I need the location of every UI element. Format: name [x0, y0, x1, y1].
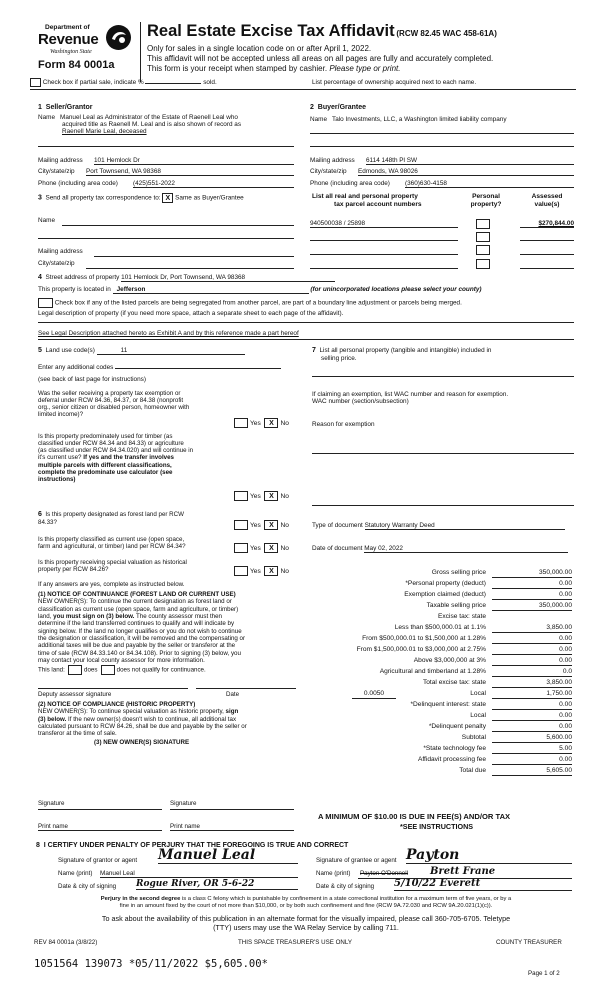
sec4-segregated-label: Check box if any of the listed parcels are being segregated from another parcel, are part of a boundary line adjustment or parcels being merged. [54, 299, 462, 307]
no-label: No [280, 567, 289, 575]
fee-row [300, 602, 572, 612]
fee-label: *State technology fee [423, 745, 486, 752]
parcel-personal-checkbox-2[interactable] [476, 232, 490, 242]
buyer-city[interactable]: Edmonds, WA 98026 [358, 168, 574, 176]
no-label: No [280, 419, 289, 427]
sec6-compliance [38, 701, 300, 746]
buyer-mail-label: Mailing address [310, 157, 355, 164]
sec6-comp-l1b: sign [225, 708, 239, 716]
sec6-does-not-checkbox[interactable] [101, 665, 115, 675]
fee-label: Total excise tax: state [422, 679, 486, 686]
sec6-q2-no-checkbox[interactable]: X [264, 543, 278, 553]
sec6-q2-l2: farm and agricultural, or timber) land per RCW 84.34? [38, 543, 186, 551]
fee-value[interactable]: 3,850.00 [492, 679, 572, 688]
buyer-city-label: City/state/zip [310, 168, 347, 175]
sec4-unincorp-note: (for unincorporated locations please select your county) [310, 286, 482, 293]
buyer-name: Talo Investments, LLC, a Washington limited liability company [332, 116, 507, 123]
sec5-q2-bold2: multiple parcels with different classifications, [38, 461, 172, 469]
sec3-mail-label: Mailing address [38, 248, 83, 255]
sec4-located-label: This property is located in [38, 286, 111, 293]
parcel-personal-checkbox-1[interactable] [476, 219, 490, 229]
sec6-cont-l4: determine if the land transferred continues to qualify and will indicate by [38, 620, 235, 628]
fee-row [300, 580, 572, 590]
fee-row [300, 591, 572, 601]
footer-treasurer-only: THIS SPACE TREASURER'S USE ONLY [238, 939, 352, 946]
fee-value[interactable]: 5.00 [492, 745, 572, 754]
sec6-this-land-row [38, 665, 206, 675]
sec3-row: 3 Send all property tax correspondence to: X Same as Buyer/Grantee [38, 194, 244, 202]
sec5-see-back: (see back of last page for instructions) [38, 376, 146, 383]
sec5-q2-l3: (as classified under RCW 84.34.020) and will continue in [38, 447, 194, 455]
fee-row [300, 690, 572, 700]
partial-sale-sold: sold. [203, 79, 217, 86]
sec7-text-l2: selling price. [321, 355, 357, 363]
sec7-exempt [312, 391, 574, 406]
fee-label: Gross selling price [431, 569, 486, 576]
buyer-phone[interactable]: (360)630-4158 [405, 180, 574, 188]
sec8-date-city-label: Date & city of signing [58, 883, 117, 890]
sec6-q1-no-checkbox[interactable]: X [264, 520, 278, 530]
seller-phone-label: Phone (including area code) [38, 180, 118, 187]
sec6-deputy-label: Deputy assessor signature [38, 691, 112, 698]
sec6-cont-l8: time of sale (RCW 84.33.140 or 84.34.108). Prior to signing (3) below, you [38, 649, 241, 657]
sec7-doc-type-label: Type of document [312, 522, 363, 529]
sec6-does-not-label: does not qualify for continuance. [116, 666, 206, 674]
sec6-q3 [38, 559, 234, 573]
sec3-same-label: Same as Buyer/Grantee [175, 194, 244, 202]
sec6-date-label: Date [226, 691, 240, 698]
sec5-q2-l2: classified under RCW 84.34 and 84.33) or agriculture [38, 440, 184, 448]
header-line-3 [147, 64, 400, 73]
yes-label: Yes [250, 544, 261, 552]
fee-row [300, 745, 572, 755]
footer-rev: REV 84 0001a (3/8/22) [34, 939, 98, 946]
parcels-h1: List all real and personal property [312, 193, 418, 200]
revenue-wordmark: Revenue [38, 31, 99, 48]
fee-row [300, 569, 572, 579]
sec6-q1-l1: Is this property designated as forest land per RCW [45, 511, 184, 518]
fee-row [300, 624, 572, 634]
sec4-street-label: Street address of property [45, 274, 120, 281]
seller-name-l3: Raenell Marie Leal, deceased [62, 128, 147, 135]
footer-county-treasurer: COUNTY TREASURER [496, 939, 562, 946]
sec6-comp-l3: calculated pursuant to RCW 84.26, shall be due and payable by the seller or [38, 722, 247, 730]
buyer-name-label: Name [310, 116, 328, 123]
sec5-q2-bold4: instructions) [38, 475, 76, 483]
sec3-text: Send all property tax correspondence to: [45, 194, 161, 202]
sec6-q3-yes-no [234, 566, 289, 576]
sec6-cont-l3b: you must sign on (3) below. [53, 612, 135, 620]
sec6-q3-yes-checkbox[interactable] [234, 566, 248, 576]
sec5-enter-any-label: Enter any additional codes [38, 364, 114, 371]
fee-label: Local [470, 690, 486, 697]
fee-label: Total due [459, 767, 486, 774]
parcels-h1b: tax parcel account numbers [334, 200, 422, 208]
header-line-1: Only for sales in a single location code on or after April 1, 2022. [147, 44, 372, 53]
sec5-q2-l4: it's current use? [38, 454, 82, 462]
fee-value[interactable]: 1,750.00 [492, 690, 572, 699]
parcels-header-2 [466, 193, 506, 208]
fee-label: Affidavit processing fee [417, 756, 486, 763]
seller-mail[interactable]: 101 Hemlock Dr [94, 157, 294, 165]
sec5-q1-l2: deferral under RCW 84.36, 84.37, or 84.38 (nonprofit [38, 397, 184, 405]
sec6-cont-title: (1) NOTICE OF CONTINUANCE (FOREST LAND OR CURRENT USE) [38, 591, 236, 598]
sec5-q2-l1: Is this property predominately used for timber (as [38, 433, 173, 440]
sec6-comp-l2a: (3) below. [38, 715, 67, 723]
buyer-phone-label: Phone (including area code) [310, 180, 390, 187]
sec5-additional-codes-field[interactable] [115, 362, 281, 369]
yes-label: Yes [250, 419, 261, 427]
sec5-q2-bold3: complete the predominate use calculator (see [38, 468, 173, 476]
fee-value[interactable]: 0.00 [492, 657, 572, 666]
sec3-city-label: City/state/zip [38, 260, 75, 267]
dept-line: Department of [45, 24, 90, 31]
sec5-q1-l4: limited income)? [38, 411, 84, 419]
alt-l1: To ask about the availability of this publication in an alternate format for the visually impaired, please call 360-705-6705. Teletype [101, 914, 511, 923]
fee-value[interactable]: 0.00 [492, 701, 572, 710]
sec8-name-print-g-struck: Payton O'Donnell [360, 870, 408, 877]
list-pct-note: List percentage of ownership acquired next to each name. [312, 79, 477, 86]
fee-label: *Delinquent penalty [428, 723, 486, 730]
receipt-stamp: 1051564 139073 *05/11/2022 $5,605.00* [34, 958, 268, 970]
sec5-q2-bold1: If yes and the transfer involves [83, 454, 175, 462]
header-line-3-italic: Please type or print. [329, 64, 401, 73]
partial-sale-label: Check box if partial sale, indicate % [42, 79, 144, 86]
sec5-q1-l1: Was the seller receiving a property tax exemption or [38, 390, 181, 397]
fee-value[interactable]: 5,600.00 [492, 734, 572, 743]
sec5-enter-any [38, 362, 281, 371]
sec6-cont-l3a: land, [38, 612, 52, 620]
sec6-cont-l7: additional taxes will be due and payable by the seller or transferor at the [38, 642, 236, 650]
seller-heading-text: Seller/Grantor [45, 104, 93, 111]
seller-mail-label: Mailing address [38, 157, 83, 164]
sec6-cont-l9: may contact your local county assessor for more information. [38, 656, 205, 664]
fee-row [300, 734, 572, 744]
sec4-legal-desc: See Legal Description attached hereto as Exhibit A and by this reference made a part hereof [38, 330, 299, 337]
fee-row [300, 723, 572, 733]
partial-sale-row [30, 77, 217, 87]
fee-row [300, 668, 572, 678]
sec6-comp-title: (2) NOTICE OF COMPLIANCE (HISTORIC PROPERTY) [38, 701, 196, 708]
sec7-doc-date-label: Date of document [312, 545, 363, 552]
fee-row [300, 613, 572, 623]
yes-label: Yes [250, 567, 261, 575]
sec8-date-city-g-label: Date & city of signing [316, 883, 375, 890]
fee-row [300, 657, 572, 667]
buyer-heading-text: Buyer/Grantee [317, 104, 367, 111]
sec7-exempt-l1: If claiming an exemption, list WAC number and reason for exemption. [312, 391, 509, 398]
sec6-cont-l1: NEW OWNER(S): To continue the current designation as forest land or [38, 598, 232, 606]
form-title: Real Estate Excise Tax Affidavit [147, 22, 395, 40]
sec6-q3-l2: property per RCW 84.26? [38, 566, 109, 574]
parcels-h2b: property? [470, 200, 502, 208]
parcels-h3b: value(s) [534, 200, 560, 208]
sec3-name-label: Name [38, 217, 56, 224]
fee-row [300, 767, 572, 777]
perjury-bold: Perjury in the second degree [100, 896, 181, 902]
sec5-q1-l3: org., senior citizen or disabled person, homeowner with [38, 404, 190, 412]
partial-sale-checkbox[interactable] [30, 78, 41, 87]
sec8-date-city[interactable]: Rogue River, OR 5-6-22 [136, 879, 298, 890]
sec6-q1: 6 Is this property designated as forest land per RCW 84.33? [38, 511, 234, 526]
fee-label: From $500,000.01 to $1,500,000 at 1.28% [362, 635, 486, 642]
seller-heading: 1 Seller/Grantor [38, 104, 93, 111]
sec6-cont-l2: classification as current use (open space, farm and agriculture, or timber) [38, 605, 239, 613]
sec6-q2 [38, 536, 234, 550]
parcel-personal-checkbox-4[interactable] [476, 259, 490, 269]
dor-logo [30, 24, 134, 70]
sec8-certify: 8 I CERTIFY UNDER PENALTY OF PERJURY THAT THE FOREGOING IS TRUE AND CORRECT [36, 842, 349, 849]
sec8-sig-grantor[interactable]: Manuel Leal [158, 848, 298, 864]
footer-alt [34, 914, 578, 932]
fee-label: Above $3,000,000 at 3% [413, 657, 486, 664]
sec5-land-use-code[interactable]: 11 [97, 347, 245, 355]
perjury-l1: is a class C felony which is punishable by confinement in a state correctional institution for a maximum term of five years, or by a [181, 896, 512, 902]
parcels-h3: Assessed [531, 193, 563, 200]
yes-label: Yes [250, 492, 261, 500]
seller-phone[interactable]: (425)551-2022 [133, 180, 294, 188]
sec4-segregated-row [38, 298, 462, 308]
sec6-q1-yes-checkbox[interactable] [234, 520, 248, 530]
sec5-q2-yes-checkbox[interactable] [234, 491, 248, 501]
parcels-header-1 [312, 193, 422, 208]
min-fee-note: A MINIMUM OF $10.00 IS DUE IN FEE(S) AND/OR TAX [318, 812, 511, 821]
alt-l2: (TTY) users may use the WA Relay Service by calling 711. [213, 923, 399, 932]
sec6-comp-l4: transferor at the time of sale. [38, 730, 117, 738]
sec6-cont-l3c: The county assessor must then [136, 612, 222, 620]
fee-row [300, 679, 572, 689]
sec4-located-row [38, 286, 482, 294]
fee-label: *Delinquent interest: state [410, 701, 486, 708]
sec5-land-use-row: 5 Land use code(s) 11 [38, 347, 245, 355]
sec7-reason-label: Reason for exemption [312, 421, 375, 428]
local-rate[interactable]: 0.0050 [352, 690, 396, 699]
sec6-q3-l1: Is this property receiving special valuation as historical [38, 559, 187, 566]
fee-label: From $1,500,000.01 to $3,000,000 at 2.75% [356, 646, 486, 653]
buyer-mail[interactable]: 6114 148th Pl SW [366, 157, 574, 165]
form-title-block [147, 22, 577, 41]
buyer-heading: 2 Buyer/Grantee [310, 104, 367, 111]
sec4-street-row: 4 Street address of property 101 Hemlock Dr, Port Townsend, WA 98368 [38, 274, 335, 282]
sec8-date-city-g[interactable]: 5/10/22 Everett [394, 878, 572, 891]
fee-label: Exemption claimed (deduct) [404, 591, 486, 598]
fee-row [300, 756, 572, 766]
sec7-doc-type-row [312, 522, 565, 530]
sec4-legal-label: Legal description of property (if you need more space, attach a separate sheet to each page of the affidavit). [38, 310, 344, 317]
fee-row [300, 712, 572, 722]
footer-perjury [34, 896, 578, 910]
sec6-this-land-label: This land: [38, 666, 65, 674]
sec8-sig-grantor-label: Signature of grantor or agent [58, 857, 138, 864]
perjury-l2: fine in an amount fixed by the court of not more than $10,000, or by both such confinement and fine (RCW 9A.72.030 and RCW 9A.20.021(1)(c)). [119, 902, 493, 909]
sec7-text: 7 List all personal property (tangible and intangible) included in selling price. [312, 347, 574, 362]
sec7-doc-type[interactable]: Statutory Warranty Deed [365, 522, 565, 530]
no-label: No [280, 521, 289, 529]
partial-sale-pct-field[interactable] [145, 77, 201, 84]
sec6-cont-l5: signing below. If the land no longer qualifies or you do not wish to continue [38, 627, 242, 635]
sec5-land-use-label: Land use code(s) [45, 347, 95, 354]
fee-label: Excise tax: state [437, 613, 486, 620]
fee-value[interactable]: 350,000.00 [492, 569, 572, 578]
fee-value[interactable]: 0.00 [492, 646, 572, 655]
sec5-q1-yes-checkbox[interactable] [234, 418, 248, 428]
sec6-q2-yes-no [234, 543, 289, 553]
form-title-ref: (RCW 82.45 WAC 458-61A) [396, 29, 497, 38]
fee-label: Local [470, 712, 486, 719]
sec4-street[interactable]: 101 Hemlock Dr, Port Townsend, WA 98368 [121, 274, 335, 282]
fee-value[interactable]: 0.00 [492, 712, 572, 721]
see-instructions: *SEE INSTRUCTIONS [400, 822, 474, 831]
sec7-doc-date[interactable]: May 02, 2022 [364, 545, 568, 553]
fee-value[interactable]: 3,850.00 [492, 624, 572, 633]
sec6-comp-l1a: NEW OWNER(S): To continue special valuation as historic property, [38, 708, 224, 716]
form-number: Form 84 0001a [38, 59, 115, 71]
sec8-name-print[interactable]: Manuel Leal [100, 870, 298, 878]
header-line-3-text: This form is your receipt when stamped by cashier. [147, 64, 328, 73]
sec7-text-l1: List all personal property (tangible and intangible) included in [319, 347, 492, 354]
seller-name-l1: Manuel Leal as Administrator of the Estate of Raenell Leal who [60, 114, 238, 121]
seller-name-l2: acquired title as Raenell M. Leal and is also shown of record as [62, 121, 242, 128]
fee-label: Taxable selling price [426, 602, 486, 609]
parcel-personal-checkbox-3[interactable] [476, 245, 490, 255]
fee-value[interactable]: 0.00 [492, 635, 572, 644]
parcels-header-3 [520, 193, 574, 208]
fee-value[interactable]: 0.00 [492, 580, 572, 589]
logo-emblem-icon [106, 25, 131, 50]
no-label: No [280, 492, 289, 500]
sec6-if-any: If any answers are yes, complete as instructed below. [38, 581, 185, 588]
sec5-q2-yes-no [234, 491, 289, 501]
sec5-q1-yes-no [234, 418, 289, 428]
fee-value[interactable]: 0.00 [492, 723, 572, 732]
fee-label: Agricultural and timberland at 1.28% [379, 668, 486, 675]
parcels-h2: Personal [472, 193, 500, 200]
parcel-number[interactable]: 940500038 / 25898 [310, 220, 458, 228]
sec8-name-print-g[interactable]: Brett Frane [430, 866, 496, 877]
fee-row [300, 646, 572, 656]
fee-value[interactable]: 0.00 [492, 591, 572, 600]
sec5-q2 [38, 433, 234, 483]
sec6-cont-l6: the designation or classification, it will be removed and the compensating or [38, 634, 246, 642]
fee-row [300, 635, 572, 645]
sec6-signature-label-2: Signature [170, 800, 197, 807]
parcel-assessed-value[interactable]: $270,844.00 [520, 220, 574, 228]
fee-value[interactable]: 0.0 [492, 668, 572, 677]
sec5-q1 [38, 390, 234, 419]
sec8-name-print-label: Name (print) [58, 870, 93, 877]
sec6-owner-sig: (3) NEW OWNER(S) SIGNATURE [94, 738, 190, 746]
fee-value[interactable]: 5,605.00 [492, 767, 572, 776]
seller-city[interactable]: Port Townsend, WA 98368 [86, 168, 294, 176]
page-number: Page 1 of 2 [528, 970, 560, 977]
fee-label: Subtotal [461, 734, 486, 741]
sec8-certify-text: I CERTIFY UNDER PENALTY OF PERJURY THAT THE FOREGOING IS TRUE AND CORRECT [43, 842, 349, 849]
sec6-q1-yes-no [234, 520, 289, 530]
sec6-comp-l2b: If the new owner(s) doesn't wish to continue, all additional tax [68, 715, 237, 723]
sec6-print-name-label-2: Print name [170, 823, 200, 830]
fee-label: *Personal property (deduct) [405, 580, 486, 587]
state-line: Washington State [50, 49, 92, 55]
sec6-does-checkbox[interactable] [68, 665, 82, 675]
sec6-q1-l2: 84.33? [38, 519, 57, 527]
sec6-signature-label-1: Signature [38, 800, 65, 807]
sec7-exempt-l2: WAC number (section/subsection) [312, 398, 409, 406]
sec7-doc-date-row [312, 545, 568, 553]
sec5-q1-no-checkbox[interactable]: X [264, 418, 278, 428]
sec6-q2-l1: Is this property classified as current use (open space, [38, 536, 185, 543]
sec6-print-name-label-1: Print name [38, 823, 68, 830]
sec8-sig-grantee[interactable]: Payton [406, 848, 572, 864]
sec4-segregated-checkbox[interactable] [38, 298, 53, 308]
fee-value[interactable]: 350,000.00 [492, 602, 572, 611]
sec8-sig-grantee-label: Signature of grantee or agent [316, 857, 397, 864]
fee-value[interactable]: 0.00 [492, 756, 572, 765]
sec3-same-checkbox[interactable]: X [162, 193, 173, 203]
fee-row [300, 701, 572, 711]
sec6-q3-no-checkbox[interactable]: X [264, 566, 278, 576]
fee-label: Less than $500,000.01 at 1.1% [394, 624, 486, 631]
sec5-q2-no-checkbox[interactable]: X [264, 491, 278, 501]
no-label: No [280, 544, 289, 552]
sec6-does-label: does [84, 666, 98, 674]
header-line-2: This affidavit will not be accepted unless all areas on all pages are fully and accurately completed. [147, 54, 494, 63]
sec8-name-print-g-label: Name (print) [316, 870, 351, 877]
sec4-county[interactable]: Jefferson [113, 286, 309, 294]
yes-label: Yes [250, 521, 261, 529]
seller-city-label: City/state/zip [38, 168, 75, 175]
seller-name-label: Name [38, 114, 56, 121]
sec6-continuance [38, 591, 300, 664]
sec6-q2-yes-checkbox[interactable] [234, 543, 248, 553]
